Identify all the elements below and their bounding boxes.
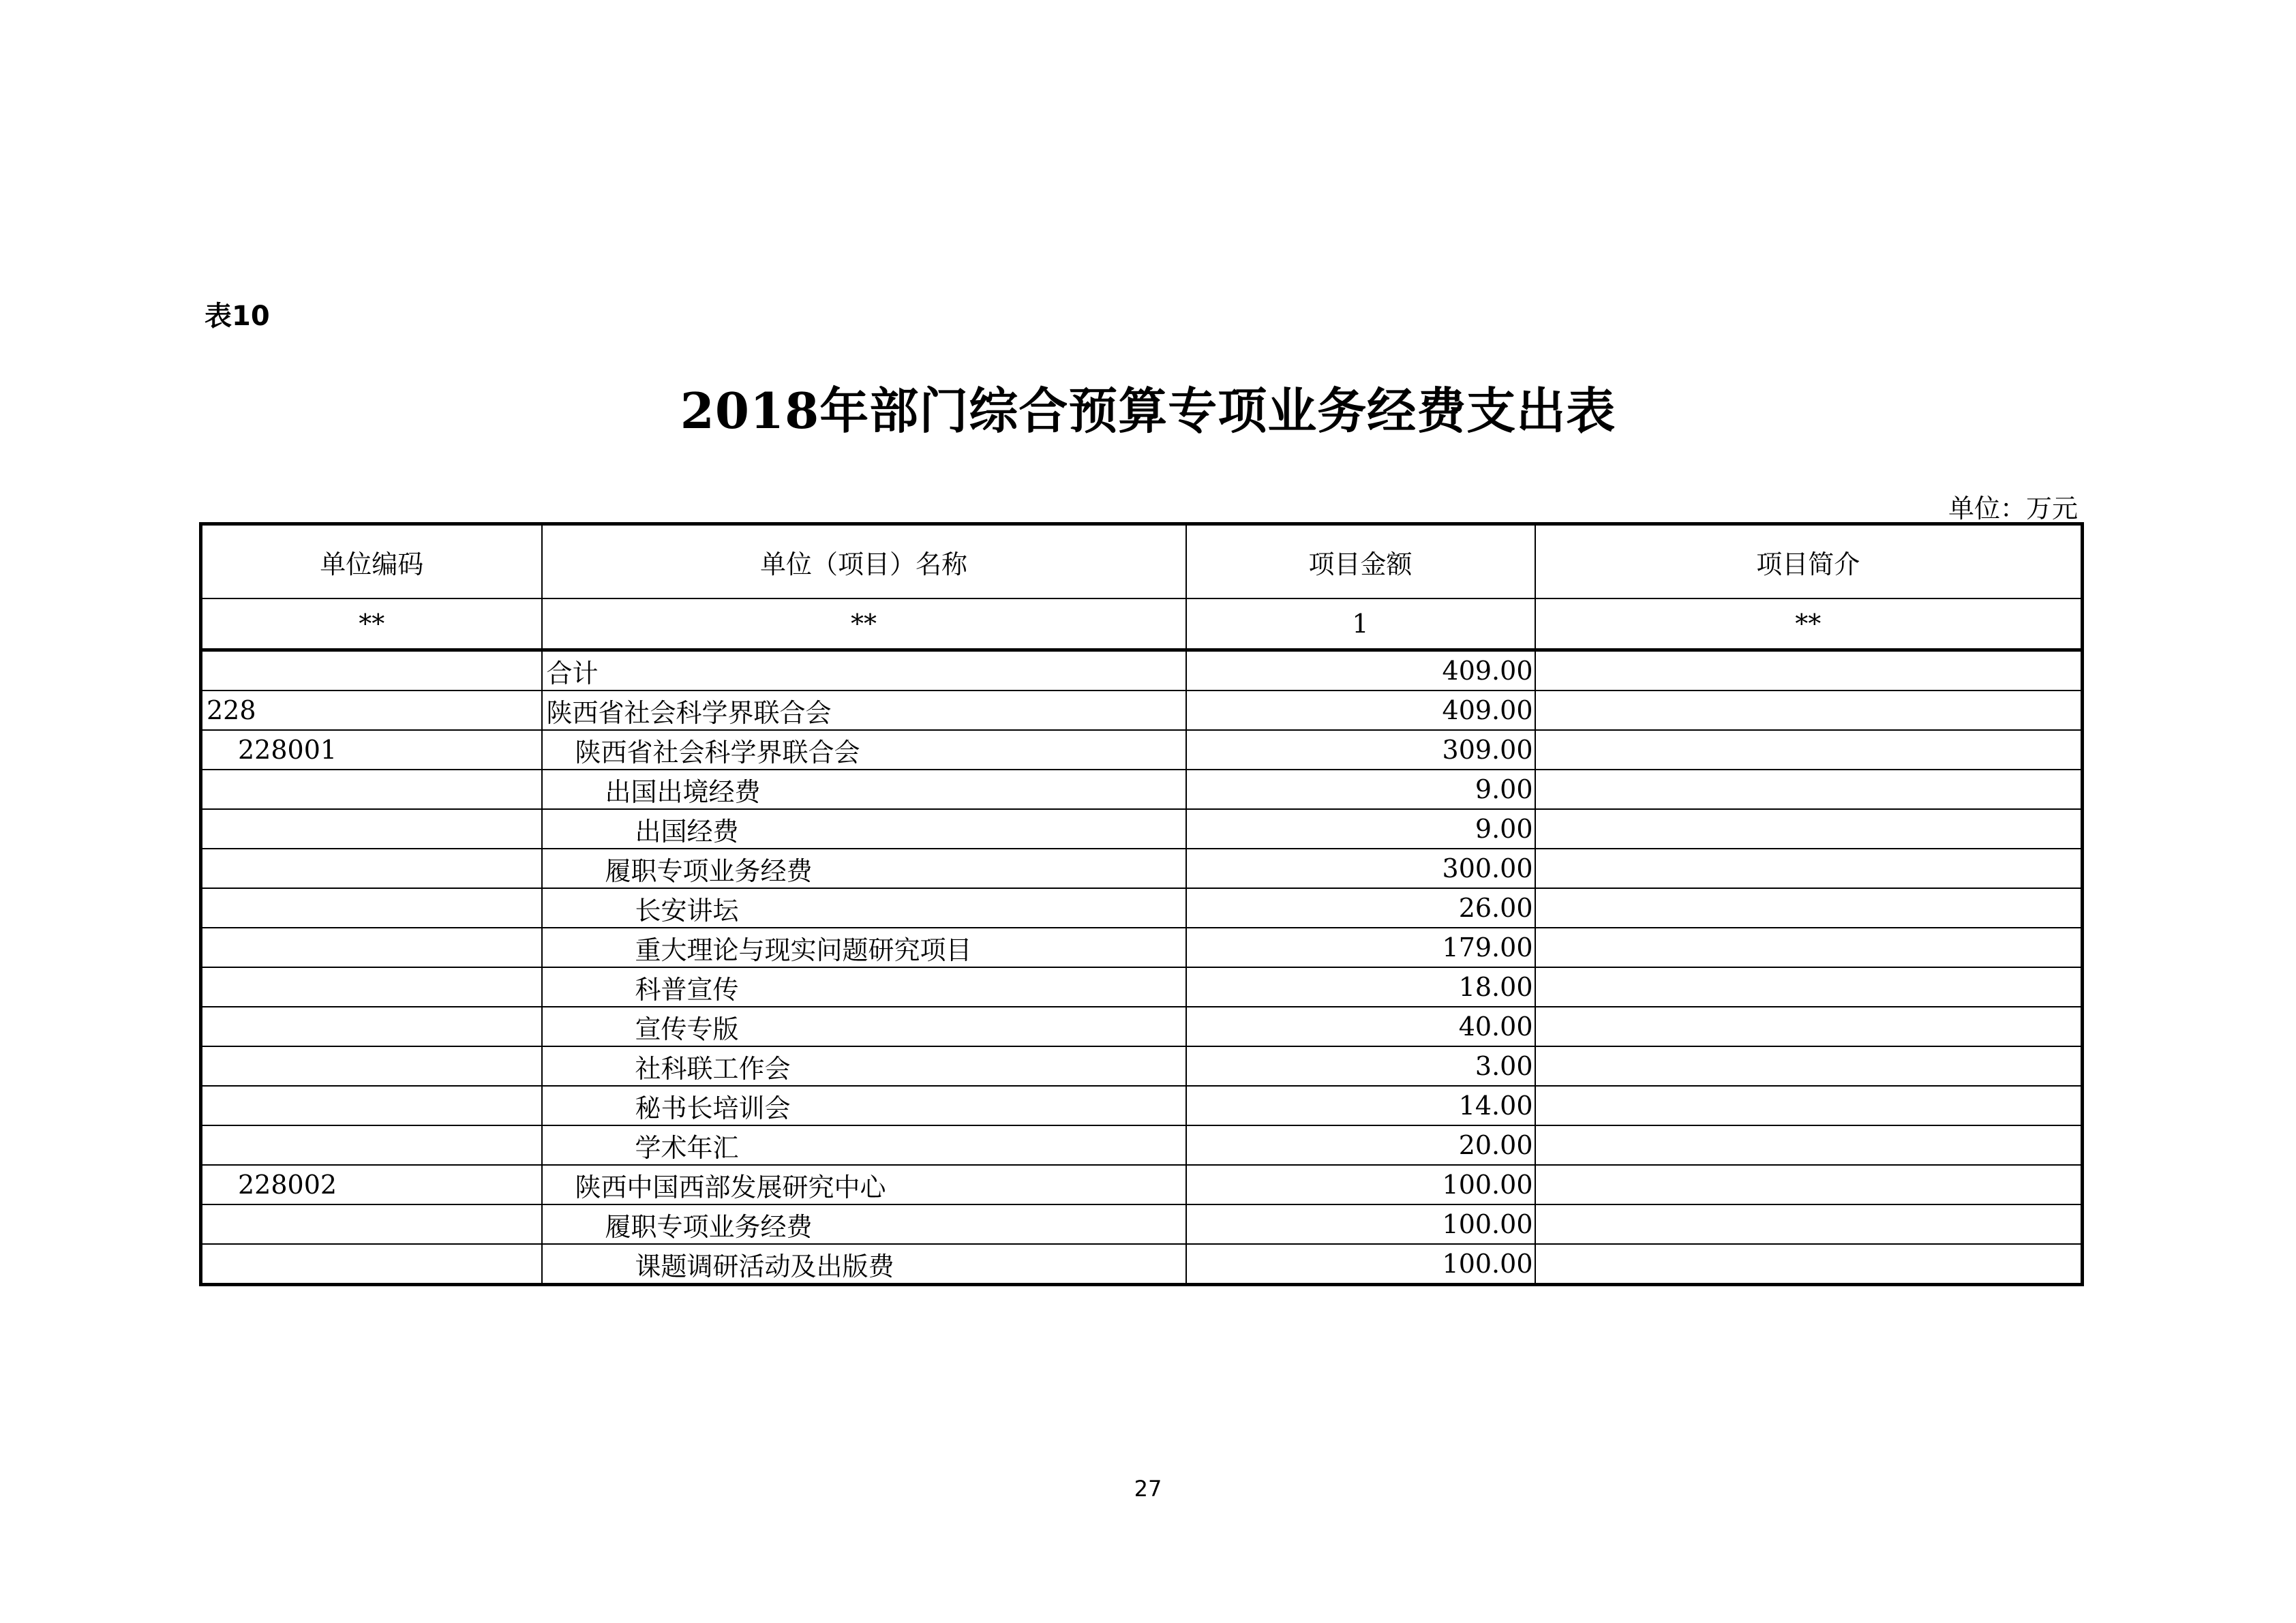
amount-cell: 100.00 xyxy=(1186,1204,1535,1244)
table-row xyxy=(201,730,2083,770)
intro-cell xyxy=(1535,1204,2083,1244)
intro-cell xyxy=(1535,849,2083,888)
unit-code-cell xyxy=(201,967,542,1007)
amount-cell: 100.00 xyxy=(1186,1165,1535,1204)
unit-name-cell: 履职专项业务经费 xyxy=(542,849,1186,888)
unit-code-cell xyxy=(201,1046,542,1086)
amount-cell: 409.00 xyxy=(1186,691,1535,730)
intro-cell xyxy=(1535,809,2083,849)
unit-name-cell: 陕西省社会科学界联合会 xyxy=(542,691,1186,730)
table-row xyxy=(201,1244,2083,1285)
intro-cell xyxy=(1535,967,2083,1007)
table-row xyxy=(201,1046,2083,1086)
intro-cell xyxy=(1535,650,2083,691)
unit-code-cell xyxy=(201,928,542,967)
table-row xyxy=(201,691,2083,730)
table-row xyxy=(201,1007,2083,1046)
amount-cell: 3.00 xyxy=(1186,1046,1535,1086)
amount-cell: 18.00 xyxy=(1186,967,1535,1007)
amount-cell: 100.00 xyxy=(1186,1244,1535,1285)
unit-name-cell: 合计 xyxy=(542,650,1186,691)
table-row xyxy=(201,809,2083,849)
unit-name-cell: 学术年汇 xyxy=(542,1125,1186,1165)
intro-cell xyxy=(1535,770,2083,809)
table-row xyxy=(201,1204,2083,1244)
table-row xyxy=(201,650,2083,691)
table-row xyxy=(201,849,2083,888)
unit-name-cell: 长安讲坛 xyxy=(542,888,1186,928)
header-row xyxy=(201,524,2083,599)
amount-cell: 9.00 xyxy=(1186,809,1535,849)
table-row xyxy=(201,928,2083,967)
amount-cell: 40.00 xyxy=(1186,1007,1535,1046)
marker-cell: ** xyxy=(1535,598,2083,650)
header-unit-code: 单位编码 xyxy=(201,524,542,599)
unit-code-cell: 228002 xyxy=(201,1165,542,1204)
unit-code-cell xyxy=(201,650,542,691)
header-amount: 项目金额 xyxy=(1186,524,1535,599)
table-row xyxy=(201,888,2083,928)
table-row xyxy=(201,1165,2083,1204)
amount-cell: 26.00 xyxy=(1186,888,1535,928)
unit-code-cell xyxy=(201,1007,542,1046)
intro-cell xyxy=(1535,1046,2083,1086)
amount-cell: 9.00 xyxy=(1186,770,1535,809)
unit-code-cell xyxy=(201,1204,542,1244)
header-intro: 项目简介 xyxy=(1535,524,2083,599)
table-label: 表10 xyxy=(205,301,270,332)
unit-code-cell xyxy=(201,1125,542,1165)
intro-cell xyxy=(1535,1244,2083,1285)
intro-cell xyxy=(1535,730,2083,770)
intro-cell xyxy=(1535,1007,2083,1046)
unit-code-cell xyxy=(201,849,542,888)
unit-code-cell xyxy=(201,1244,542,1285)
unit-name-cell: 出国经费 xyxy=(542,809,1186,849)
unit-code-cell xyxy=(201,770,542,809)
amount-cell: 300.00 xyxy=(1186,849,1535,888)
unit-name-cell: 陕西中国西部发展研究中心 xyxy=(542,1165,1186,1204)
unit-name-cell: 课题调研活动及出版费 xyxy=(542,1244,1186,1285)
marker-cell: 1 xyxy=(1186,598,1535,650)
unit-name-cell: 履职专项业务经费 xyxy=(542,1204,1186,1244)
page-title: 2018年部门综合预算专项业务经费支出表 xyxy=(680,382,1616,440)
table-row xyxy=(201,967,2083,1007)
unit-name-cell: 秘书长培训会 xyxy=(542,1086,1186,1125)
amount-cell: 20.00 xyxy=(1186,1125,1535,1165)
unit-code-cell xyxy=(201,1086,542,1125)
page-number: 27 xyxy=(1134,1476,1162,1502)
marker-cell: ** xyxy=(201,598,542,650)
intro-cell xyxy=(1535,1125,2083,1165)
intro-cell xyxy=(1535,1165,2083,1204)
table-row xyxy=(201,1125,2083,1165)
unit-name-cell: 陕西省社会科学界联合会 xyxy=(542,730,1186,770)
amount-cell: 14.00 xyxy=(1186,1086,1535,1125)
unit-name-cell: 宣传专版 xyxy=(542,1007,1186,1046)
amount-cell: 409.00 xyxy=(1186,650,1535,691)
marker-row xyxy=(201,598,2083,650)
marker-cell: ** xyxy=(542,598,1186,650)
amount-cell: 179.00 xyxy=(1186,928,1535,967)
unit-label: 单位：万元 xyxy=(1948,494,2078,524)
unit-code-cell: 228001 xyxy=(201,730,542,770)
unit-name-cell: 社科联工作会 xyxy=(542,1046,1186,1086)
unit-name-cell: 出国出境经费 xyxy=(542,770,1186,809)
intro-cell xyxy=(1535,928,2083,967)
budget-table xyxy=(199,522,2084,1286)
table-row xyxy=(201,1086,2083,1125)
intro-cell xyxy=(1535,1086,2083,1125)
header-unit-name: 单位（项目）名称 xyxy=(542,524,1186,599)
unit-code-cell: 228 xyxy=(201,691,542,730)
intro-cell xyxy=(1535,691,2083,730)
amount-cell: 309.00 xyxy=(1186,730,1535,770)
unit-name-cell: 科普宣传 xyxy=(542,967,1186,1007)
unit-code-cell xyxy=(201,888,542,928)
unit-name-cell: 重大理论与现实问题研究项目 xyxy=(542,928,1186,967)
unit-code-cell xyxy=(201,809,542,849)
table-row xyxy=(201,770,2083,809)
intro-cell xyxy=(1535,888,2083,928)
